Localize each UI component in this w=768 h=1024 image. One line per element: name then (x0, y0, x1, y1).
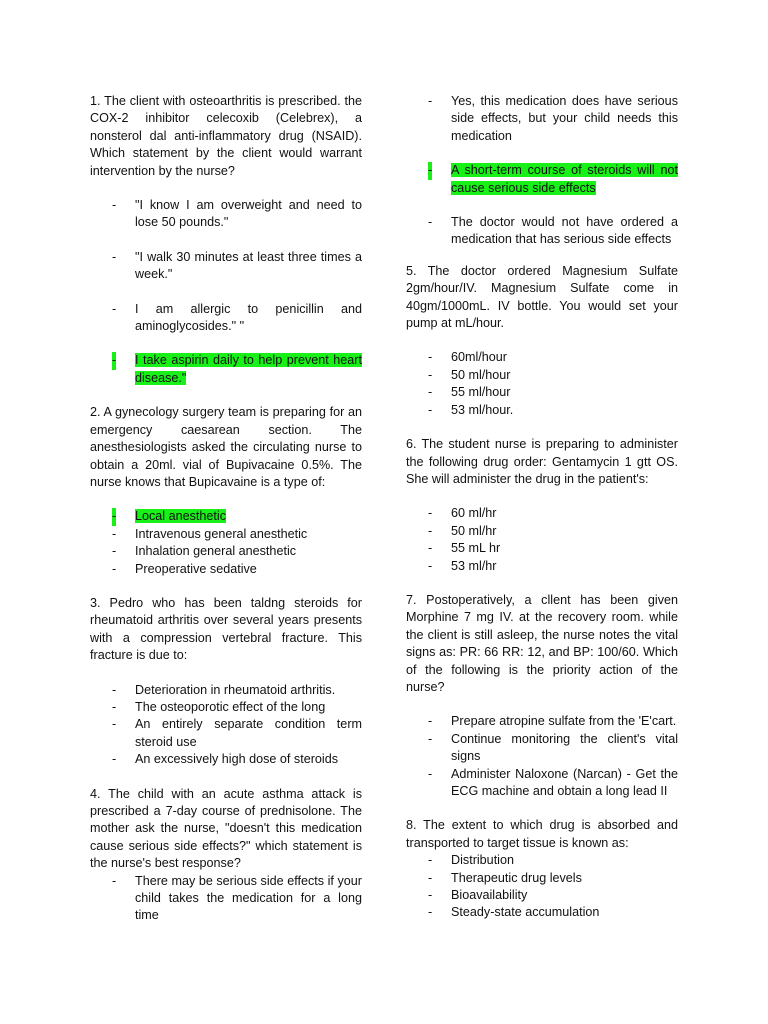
question-2-options (90, 508, 362, 578)
question-6-options (406, 505, 678, 575)
option-7c: - Administer Naloxone (Narcan) - Get the ECG machine and obtain a long lead II (428, 766, 678, 798)
question-4-options-part2 (406, 93, 678, 249)
question-8-options (406, 852, 678, 922)
question-7-options (406, 713, 678, 800)
option-2a-answer: - Local anesthetic (90, 508, 362, 525)
question-1-options (90, 197, 362, 387)
option-7b: - Continue monitoring the client's vital signs (428, 731, 678, 764)
question-4: 4. The child with an acute asthma attack is prescribed a 7-day course of prednisolone. The mother ask the nurse, "doesn't this medication cause serious side effects?" which statement is the nurse's best response? (90, 786, 362, 871)
option-2c: - Inhalation general anesthetic (112, 544, 297, 559)
question-5: 5. The doctor ordered Magnesium Sulfate 2gm/hour/IV. Magnesium Sulfate come in 40gm/1000mL. IV bottle. You would set your pump at mL/hour. (406, 263, 678, 331)
option-1c: - I am allergic to penicillin and aminoglycosides." " (112, 301, 362, 334)
option-4a: - There may be serious side effects if your child takes the medication for a long time (112, 873, 362, 923)
option-6a: - 60 ml/hr (428, 506, 497, 521)
option-5d: - 53 ml/hour. (428, 402, 514, 417)
option-2b: - Intravenous general anesthetic (112, 526, 308, 541)
option-5a: - 60ml/hour (428, 350, 508, 365)
option-4c-answer: - A short-term course of steroids will not cause serious side effects (428, 163, 678, 195)
option-8a: - Distribution (428, 853, 514, 868)
highlighted-answer: A short-term course of steroids will not cause serious side effects (451, 163, 678, 195)
option-3c: - An entirely separate condition term steroid use (112, 717, 362, 749)
option-1b: - "I walk 30 minutes at least three times a week." (112, 249, 362, 282)
highlighted-answer: Local anesthetic (135, 509, 227, 524)
option-3d: - An excessively high dose of steroids (112, 752, 339, 767)
highlighted-answer: I take aspirin daily to help prevent heart disease." (135, 353, 362, 385)
option-3a: - Deterioration in rheumatoid arthritis. (112, 682, 336, 697)
option-8d: - Steady-state accumulation (428, 905, 600, 920)
option-4d: - The doctor would not have ordered a medication that has serious side effects (428, 215, 678, 247)
option-3b: - The osteoporotic effect of the long (112, 699, 326, 714)
option-2d: - Preoperative sedative (112, 561, 257, 576)
question-5-options (406, 349, 678, 419)
option-7a: - Prepare atropine sulfate from the 'E'cart. (428, 714, 677, 729)
option-8c: - Bioavailability (428, 888, 528, 903)
option-1a: - "I know I am overweight and need to lose 50 pounds." (112, 198, 362, 230)
option-6c: - 55 mL hr (428, 541, 501, 556)
question-3: 3. Pedro who has been taldng steroids for rheumatoid arthritis over several years presents with a compression vertebral fracture. This fracture is due to: (90, 595, 362, 663)
option-1d-answer: - I take aspirin daily to help prevent heart disease." (112, 353, 362, 385)
option-6b: - 50 ml/hr (428, 523, 497, 538)
option-4b: - Yes, this medication does have serious side effects, but your child needs this medication (428, 94, 678, 143)
question-7: 7. Postoperatively, a cllent has been given Morphine 7 mg IV. at the recovery room. while the client is still asleep, the nurse notes the vital signs as: PR: 66 RR: 12, and BP: 100/60. Which of the following is the priority action of the nurse? (406, 592, 678, 694)
question-8: 8. The extent to which drug is absorbed and transported to target tissue is known as: (406, 818, 678, 850)
option-8b: - Therapeutic drug levels (428, 870, 582, 885)
left-column (90, 93, 362, 925)
option-5b: - 50 ml/hour (428, 367, 511, 382)
right-column (406, 93, 678, 922)
question-1: 1. The client with osteoarthritis is prescribed. the COX-2 inhibitor celecoxib (Celebrex), a nonsterol dal anti-inflammatory drug (NSAID). Which statement by the client would warrant intervention by the nurse? (90, 94, 362, 178)
question-4-options-part1 (90, 873, 362, 925)
question-6: 6. The student nurse is preparing to administer the following drug order: Gentamycin 1 gtt OS. She will administer the drug in the patient's: (406, 437, 678, 486)
option-6d: - 53 ml/hr (428, 558, 497, 573)
question-2: 2. A gynecology surgery team is preparing for an emergency caesarean section. The anesthesiologists asked the circulating nurse to obtain a 20ml. vial of Bupivacaine 0.5%. The nurse knows that Bupicavaine is a type of: (90, 405, 362, 489)
question-3-options (90, 682, 362, 769)
option-5c: - 55 ml/hour (428, 385, 511, 400)
